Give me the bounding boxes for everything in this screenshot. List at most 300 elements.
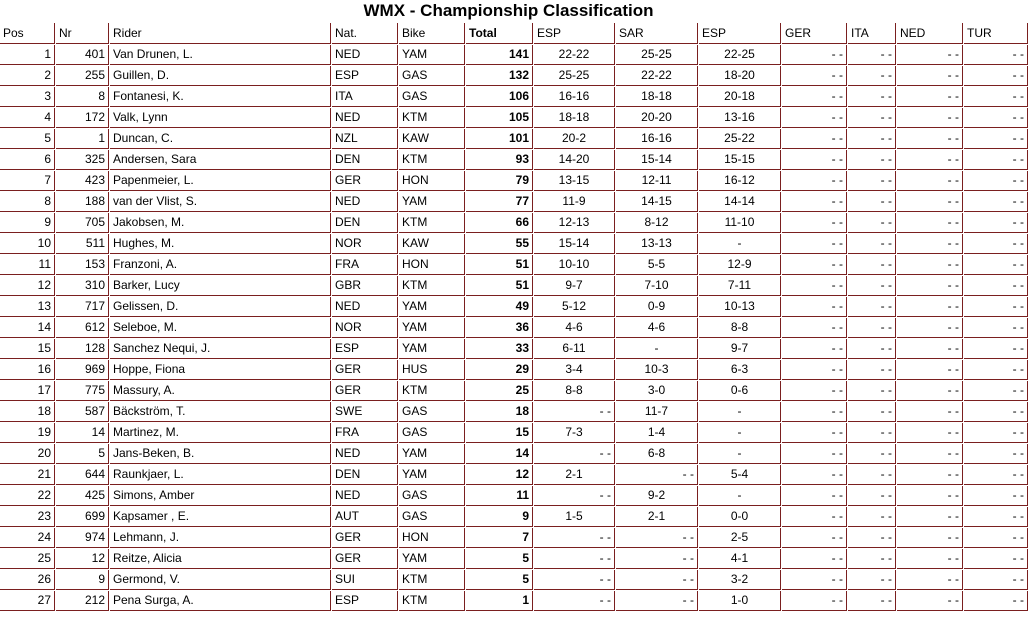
round-result-cell: - - xyxy=(964,570,1028,590)
bike-cell: YAM xyxy=(399,465,465,485)
nr-cell: 153 xyxy=(56,255,109,275)
nat-cell: NED xyxy=(332,45,398,65)
round-result-cell: - - xyxy=(964,234,1028,254)
round-result-cell: - - xyxy=(848,381,896,401)
round-result-cell: - - xyxy=(782,318,847,338)
round-result-cell: - - xyxy=(964,45,1028,65)
round-result-cell: 5-12 xyxy=(534,297,615,317)
pos-cell: 14 xyxy=(0,318,55,338)
round-result-cell: - - xyxy=(964,213,1028,233)
nat-cell: NED xyxy=(332,444,398,464)
nat-cell: NED xyxy=(332,108,398,128)
round-result-cell: - - xyxy=(964,444,1028,464)
total-cell: 33 xyxy=(466,339,533,359)
table-row xyxy=(0,381,1028,401)
rider-cell: van der Vlist, S. xyxy=(110,192,331,212)
total-cell: 51 xyxy=(466,255,533,275)
rider-cell: Andersen, Sara xyxy=(110,150,331,170)
pos-cell: 3 xyxy=(0,87,55,107)
round-result-cell: - - xyxy=(534,486,615,506)
round-result-cell: 18-18 xyxy=(534,108,615,128)
round-result-cell: - - xyxy=(534,528,615,548)
rider-cell: Duncan, C. xyxy=(110,129,331,149)
nat-cell: ITA xyxy=(332,87,398,107)
rider-cell: Franzoni, A. xyxy=(110,255,331,275)
bike-cell: YAM xyxy=(399,318,465,338)
round-result-cell: 14-20 xyxy=(534,150,615,170)
round-result-cell: - - xyxy=(897,507,963,527)
bike-cell: HON xyxy=(399,171,465,191)
bike-cell: GAS xyxy=(399,486,465,506)
total-cell: 141 xyxy=(466,45,533,65)
round-result-cell: - - xyxy=(534,402,615,422)
round-result-cell: - - xyxy=(897,465,963,485)
round-result-cell: 22-25 xyxy=(699,45,781,65)
bike-cell: GAS xyxy=(399,507,465,527)
total-cell: 9 xyxy=(466,507,533,527)
bike-cell: YAM xyxy=(399,444,465,464)
bike-cell: HON xyxy=(399,528,465,548)
nat-cell: SUI xyxy=(332,570,398,590)
nr-cell: 325 xyxy=(56,150,109,170)
round-result-cell: 15-14 xyxy=(534,234,615,254)
nr-cell: 212 xyxy=(56,591,109,611)
round-result-cell: - - xyxy=(964,339,1028,359)
round-result-cell: - - xyxy=(897,339,963,359)
nat-cell: DEN xyxy=(332,465,398,485)
bike-cell: HUS xyxy=(399,360,465,380)
nat-cell: SWE xyxy=(332,402,398,422)
round-result-cell: 15-15 xyxy=(699,150,781,170)
total-cell: 51 xyxy=(466,276,533,296)
round-result-cell: - - xyxy=(897,297,963,317)
round-result-cell: - xyxy=(699,444,781,464)
total-cell: 5 xyxy=(466,570,533,590)
nr-cell: 310 xyxy=(56,276,109,296)
round-result-cell: - - xyxy=(897,402,963,422)
nat-cell: GER xyxy=(332,360,398,380)
rider-cell: Gelissen, D. xyxy=(110,297,331,317)
round-result-cell: 22-22 xyxy=(616,66,698,86)
nr-cell: 705 xyxy=(56,213,109,233)
table-row xyxy=(0,213,1028,233)
rider-cell: Guillen, D. xyxy=(110,66,331,86)
total-cell: 36 xyxy=(466,318,533,338)
round-result-cell: - - xyxy=(964,381,1028,401)
pos-cell: 5 xyxy=(0,129,55,149)
rider-cell: Van Drunen, L. xyxy=(110,45,331,65)
round-result-cell: - - xyxy=(782,171,847,191)
round-result-cell: - - xyxy=(897,234,963,254)
total-cell: 77 xyxy=(466,192,533,212)
round-result-cell: 5-4 xyxy=(699,465,781,485)
pos-cell: 21 xyxy=(0,465,55,485)
nr-cell: 425 xyxy=(56,486,109,506)
round-result-cell: - - xyxy=(897,150,963,170)
round-result-cell: 25-25 xyxy=(534,66,615,86)
round-result-cell: 16-16 xyxy=(616,129,698,149)
pos-cell: 13 xyxy=(0,297,55,317)
table-row xyxy=(0,45,1028,65)
round-result-cell: 18-18 xyxy=(616,87,698,107)
round-result-cell: - xyxy=(699,423,781,443)
round-result-cell: - - xyxy=(848,318,896,338)
round-result-cell: - - xyxy=(897,66,963,86)
round-result-cell: - xyxy=(699,402,781,422)
round-result-cell: - - xyxy=(782,150,847,170)
col-header-pos: Pos xyxy=(0,23,55,44)
round-result-cell: - - xyxy=(616,591,698,611)
rider-cell: Massury, A. xyxy=(110,381,331,401)
classification-table xyxy=(0,22,1029,612)
pos-cell: 11 xyxy=(0,255,55,275)
round-result-cell: 10-3 xyxy=(616,360,698,380)
round-result-cell: 4-6 xyxy=(616,318,698,338)
nr-cell: 172 xyxy=(56,108,109,128)
table-row xyxy=(0,444,1028,464)
round-result-cell: - - xyxy=(897,486,963,506)
total-cell: 1 xyxy=(466,591,533,611)
rider-cell: Raunkjaer, L. xyxy=(110,465,331,485)
round-result-cell: - xyxy=(699,486,781,506)
round-result-cell: - - xyxy=(782,87,847,107)
rider-cell: Sanchez Nequi, J. xyxy=(110,339,331,359)
bike-cell: YAM xyxy=(399,45,465,65)
total-cell: 25 xyxy=(466,381,533,401)
total-cell: 7 xyxy=(466,528,533,548)
table-row xyxy=(0,402,1028,422)
round-result-cell: 14-15 xyxy=(616,192,698,212)
nr-cell: 511 xyxy=(56,234,109,254)
bike-cell: HON xyxy=(399,255,465,275)
nr-cell: 775 xyxy=(56,381,109,401)
round-result-cell: - xyxy=(699,234,781,254)
round-result-cell: - - xyxy=(782,192,847,212)
round-result-cell: 6-8 xyxy=(616,444,698,464)
round-result-cell: - - xyxy=(848,507,896,527)
round-result-cell: - - xyxy=(782,444,847,464)
pos-cell: 15 xyxy=(0,339,55,359)
nat-cell: FRA xyxy=(332,255,398,275)
round-result-cell: 25-22 xyxy=(699,129,781,149)
table-row xyxy=(0,339,1028,359)
rider-cell: Papenmeier, L. xyxy=(110,171,331,191)
round-result-cell: 10-13 xyxy=(699,297,781,317)
round-result-cell: 7-10 xyxy=(616,276,698,296)
round-result-cell: - - xyxy=(964,192,1028,212)
round-result-cell: - - xyxy=(848,150,896,170)
round-result-cell: - xyxy=(616,339,698,359)
round-result-cell: - - xyxy=(782,381,847,401)
round-result-cell: 20-18 xyxy=(699,87,781,107)
round-result-cell: 1-4 xyxy=(616,423,698,443)
nat-cell: GER xyxy=(332,528,398,548)
round-result-cell: - - xyxy=(964,465,1028,485)
round-result-cell: 5-5 xyxy=(616,255,698,275)
pos-cell: 19 xyxy=(0,423,55,443)
rider-cell: Germond, V. xyxy=(110,570,331,590)
round-result-cell: 8-8 xyxy=(534,381,615,401)
round-result-cell: - - xyxy=(848,276,896,296)
round-result-cell: 20-20 xyxy=(616,108,698,128)
round-result-cell: 13-15 xyxy=(534,171,615,191)
round-result-cell: - - xyxy=(897,192,963,212)
round-result-cell: 16-16 xyxy=(534,87,615,107)
round-result-cell: - - xyxy=(897,423,963,443)
round-result-cell: - - xyxy=(964,276,1028,296)
bike-cell: GAS xyxy=(399,402,465,422)
round-result-cell: - - xyxy=(848,213,896,233)
round-result-cell: - - xyxy=(848,66,896,86)
bike-cell: YAM xyxy=(399,297,465,317)
bike-cell: KTM xyxy=(399,108,465,128)
round-result-cell: 12-13 xyxy=(534,213,615,233)
nr-cell: 423 xyxy=(56,171,109,191)
round-result-cell: 15-14 xyxy=(616,150,698,170)
bike-cell: KTM xyxy=(399,213,465,233)
round-result-cell: 8-12 xyxy=(616,213,698,233)
col-header-round-6: NED xyxy=(897,23,963,44)
total-cell: 11 xyxy=(466,486,533,506)
round-result-cell: 4-1 xyxy=(699,549,781,569)
round-result-cell: - - xyxy=(964,66,1028,86)
nr-cell: 9 xyxy=(56,570,109,590)
table-row xyxy=(0,297,1028,317)
rider-cell: Pena Surga, A. xyxy=(110,591,331,611)
total-cell: 49 xyxy=(466,297,533,317)
round-result-cell: - - xyxy=(897,570,963,590)
table-row xyxy=(0,234,1028,254)
rider-cell: Martinez, M. xyxy=(110,423,331,443)
col-header-total: Total xyxy=(466,23,533,44)
rider-cell: Bäckström, T. xyxy=(110,402,331,422)
rider-cell: Kapsamer , E. xyxy=(110,507,331,527)
round-result-cell: - - xyxy=(848,234,896,254)
pos-cell: 7 xyxy=(0,171,55,191)
nat-cell: DEN xyxy=(332,150,398,170)
round-result-cell: - - xyxy=(848,486,896,506)
col-header-nat: Nat. xyxy=(332,23,398,44)
rider-cell: Fontanesi, K. xyxy=(110,87,331,107)
round-result-cell: - - xyxy=(964,171,1028,191)
round-result-cell: - - xyxy=(848,108,896,128)
round-result-cell: 2-5 xyxy=(699,528,781,548)
nat-cell: ESP xyxy=(332,339,398,359)
round-result-cell: - - xyxy=(848,171,896,191)
nr-cell: 401 xyxy=(56,45,109,65)
round-result-cell: - - xyxy=(782,570,847,590)
round-result-cell: - - xyxy=(964,108,1028,128)
bike-cell: YAM xyxy=(399,339,465,359)
round-result-cell: - - xyxy=(897,528,963,548)
bike-cell: KTM xyxy=(399,591,465,611)
pos-cell: 24 xyxy=(0,528,55,548)
nr-cell: 5 xyxy=(56,444,109,464)
round-result-cell: - - xyxy=(848,528,896,548)
round-result-cell: - - xyxy=(616,528,698,548)
nr-cell: 255 xyxy=(56,66,109,86)
round-result-cell: 12-11 xyxy=(616,171,698,191)
round-result-cell: - - xyxy=(782,591,847,611)
total-cell: 101 xyxy=(466,129,533,149)
round-result-cell: 6-3 xyxy=(699,360,781,380)
table-row xyxy=(0,108,1028,128)
round-result-cell: 25-25 xyxy=(616,45,698,65)
round-result-cell: 11-9 xyxy=(534,192,615,212)
pos-cell: 25 xyxy=(0,549,55,569)
round-result-cell: - - xyxy=(782,465,847,485)
round-result-cell: - - xyxy=(964,528,1028,548)
total-cell: 79 xyxy=(466,171,533,191)
rider-cell: Lehmann, J. xyxy=(110,528,331,548)
round-result-cell: - - xyxy=(616,570,698,590)
bike-cell: KTM xyxy=(399,276,465,296)
round-result-cell: - - xyxy=(782,402,847,422)
round-result-cell: - - xyxy=(782,129,847,149)
nr-cell: 14 xyxy=(56,423,109,443)
round-result-cell: 9-7 xyxy=(699,339,781,359)
round-result-cell: - - xyxy=(782,213,847,233)
round-result-cell: 22-22 xyxy=(534,45,615,65)
nr-cell: 699 xyxy=(56,507,109,527)
table-body xyxy=(0,45,1028,611)
total-cell: 18 xyxy=(466,402,533,422)
round-result-cell: - - xyxy=(848,339,896,359)
round-result-cell: - - xyxy=(964,150,1028,170)
nat-cell: GER xyxy=(332,381,398,401)
rider-cell: Valk, Lynn xyxy=(110,108,331,128)
rider-cell: Jans-Beken, B. xyxy=(110,444,331,464)
round-result-cell: - - xyxy=(534,570,615,590)
round-result-cell: - - xyxy=(782,276,847,296)
nat-cell: ESP xyxy=(332,591,398,611)
rider-cell: Barker, Lucy xyxy=(110,276,331,296)
nat-cell: FRA xyxy=(332,423,398,443)
nat-cell: NZL xyxy=(332,129,398,149)
round-result-cell: - - xyxy=(964,360,1028,380)
round-result-cell: - - xyxy=(782,360,847,380)
col-header-round-4: GER xyxy=(782,23,847,44)
col-header-bike: Bike xyxy=(399,23,465,44)
round-result-cell: - - xyxy=(897,255,963,275)
table-row xyxy=(0,150,1028,170)
nr-cell: 717 xyxy=(56,297,109,317)
bike-cell: KTM xyxy=(399,150,465,170)
round-result-cell: - - xyxy=(616,465,698,485)
nat-cell: NOR xyxy=(332,318,398,338)
round-result-cell: - - xyxy=(964,87,1028,107)
total-cell: 93 xyxy=(466,150,533,170)
bike-cell: YAM xyxy=(399,549,465,569)
round-result-cell: - - xyxy=(534,591,615,611)
nr-cell: 969 xyxy=(56,360,109,380)
round-result-cell: - - xyxy=(964,549,1028,569)
round-result-cell: - - xyxy=(848,360,896,380)
bike-cell: YAM xyxy=(399,192,465,212)
rider-cell: Jakobsen, M. xyxy=(110,213,331,233)
round-result-cell: - - xyxy=(897,318,963,338)
total-cell: 15 xyxy=(466,423,533,443)
round-result-cell: 12-9 xyxy=(699,255,781,275)
pos-cell: 8 xyxy=(0,192,55,212)
round-result-cell: - - xyxy=(964,129,1028,149)
rider-cell: Hoppe, Fiona xyxy=(110,360,331,380)
round-result-cell: 3-4 xyxy=(534,360,615,380)
round-result-cell: 13-16 xyxy=(699,108,781,128)
bike-cell: GAS xyxy=(399,66,465,86)
round-result-cell: - - xyxy=(848,402,896,422)
round-result-cell: - - xyxy=(848,549,896,569)
round-result-cell: - - xyxy=(782,108,847,128)
col-header-round-7: TUR xyxy=(964,23,1028,44)
round-result-cell: 1-5 xyxy=(534,507,615,527)
col-header-round-1: ESP xyxy=(534,23,615,44)
total-cell: 132 xyxy=(466,66,533,86)
round-result-cell: - - xyxy=(897,549,963,569)
pos-cell: 1 xyxy=(0,45,55,65)
table-row xyxy=(0,507,1028,527)
pos-cell: 12 xyxy=(0,276,55,296)
round-result-cell: 10-10 xyxy=(534,255,615,275)
round-result-cell: 3-0 xyxy=(616,381,698,401)
nat-cell: NED xyxy=(332,297,398,317)
pos-cell: 9 xyxy=(0,213,55,233)
col-header-round-5: ITA xyxy=(848,23,896,44)
round-result-cell: 20-2 xyxy=(534,129,615,149)
bike-cell: KAW xyxy=(399,234,465,254)
round-result-cell: 9-7 xyxy=(534,276,615,296)
nr-cell: 12 xyxy=(56,549,109,569)
pos-cell: 22 xyxy=(0,486,55,506)
table-row xyxy=(0,360,1028,380)
round-result-cell: 11-7 xyxy=(616,402,698,422)
nr-cell: 1 xyxy=(56,129,109,149)
round-result-cell: - - xyxy=(848,192,896,212)
round-result-cell: - - xyxy=(897,108,963,128)
round-result-cell: - - xyxy=(782,507,847,527)
bike-cell: KAW xyxy=(399,129,465,149)
col-header-rider: Rider xyxy=(110,23,331,44)
round-result-cell: - - xyxy=(848,87,896,107)
round-result-cell: - - xyxy=(964,486,1028,506)
round-result-cell: 6-11 xyxy=(534,339,615,359)
rider-cell: Seleboe, M. xyxy=(110,318,331,338)
table-row xyxy=(0,66,1028,86)
round-result-cell: 0-0 xyxy=(699,507,781,527)
round-result-cell: 2-1 xyxy=(616,507,698,527)
total-cell: 66 xyxy=(466,213,533,233)
table-row xyxy=(0,171,1028,191)
rider-cell: Reitze, Alicia xyxy=(110,549,331,569)
round-result-cell: - - xyxy=(964,318,1028,338)
round-result-cell: - - xyxy=(897,360,963,380)
table-row xyxy=(0,423,1028,443)
round-result-cell: - - xyxy=(897,444,963,464)
round-result-cell: - - xyxy=(782,45,847,65)
round-result-cell: 11-10 xyxy=(699,213,781,233)
round-result-cell: 0-9 xyxy=(616,297,698,317)
round-result-cell: - - xyxy=(964,255,1028,275)
nr-cell: 612 xyxy=(56,318,109,338)
page-title: WMX - Championship Classification xyxy=(363,1,654,20)
round-result-cell: - - xyxy=(782,255,847,275)
round-result-cell: - - xyxy=(897,591,963,611)
total-cell: 55 xyxy=(466,234,533,254)
table-row xyxy=(0,87,1028,107)
total-cell: 105 xyxy=(466,108,533,128)
round-result-cell: 8-8 xyxy=(699,318,781,338)
round-result-cell: - - xyxy=(848,465,896,485)
